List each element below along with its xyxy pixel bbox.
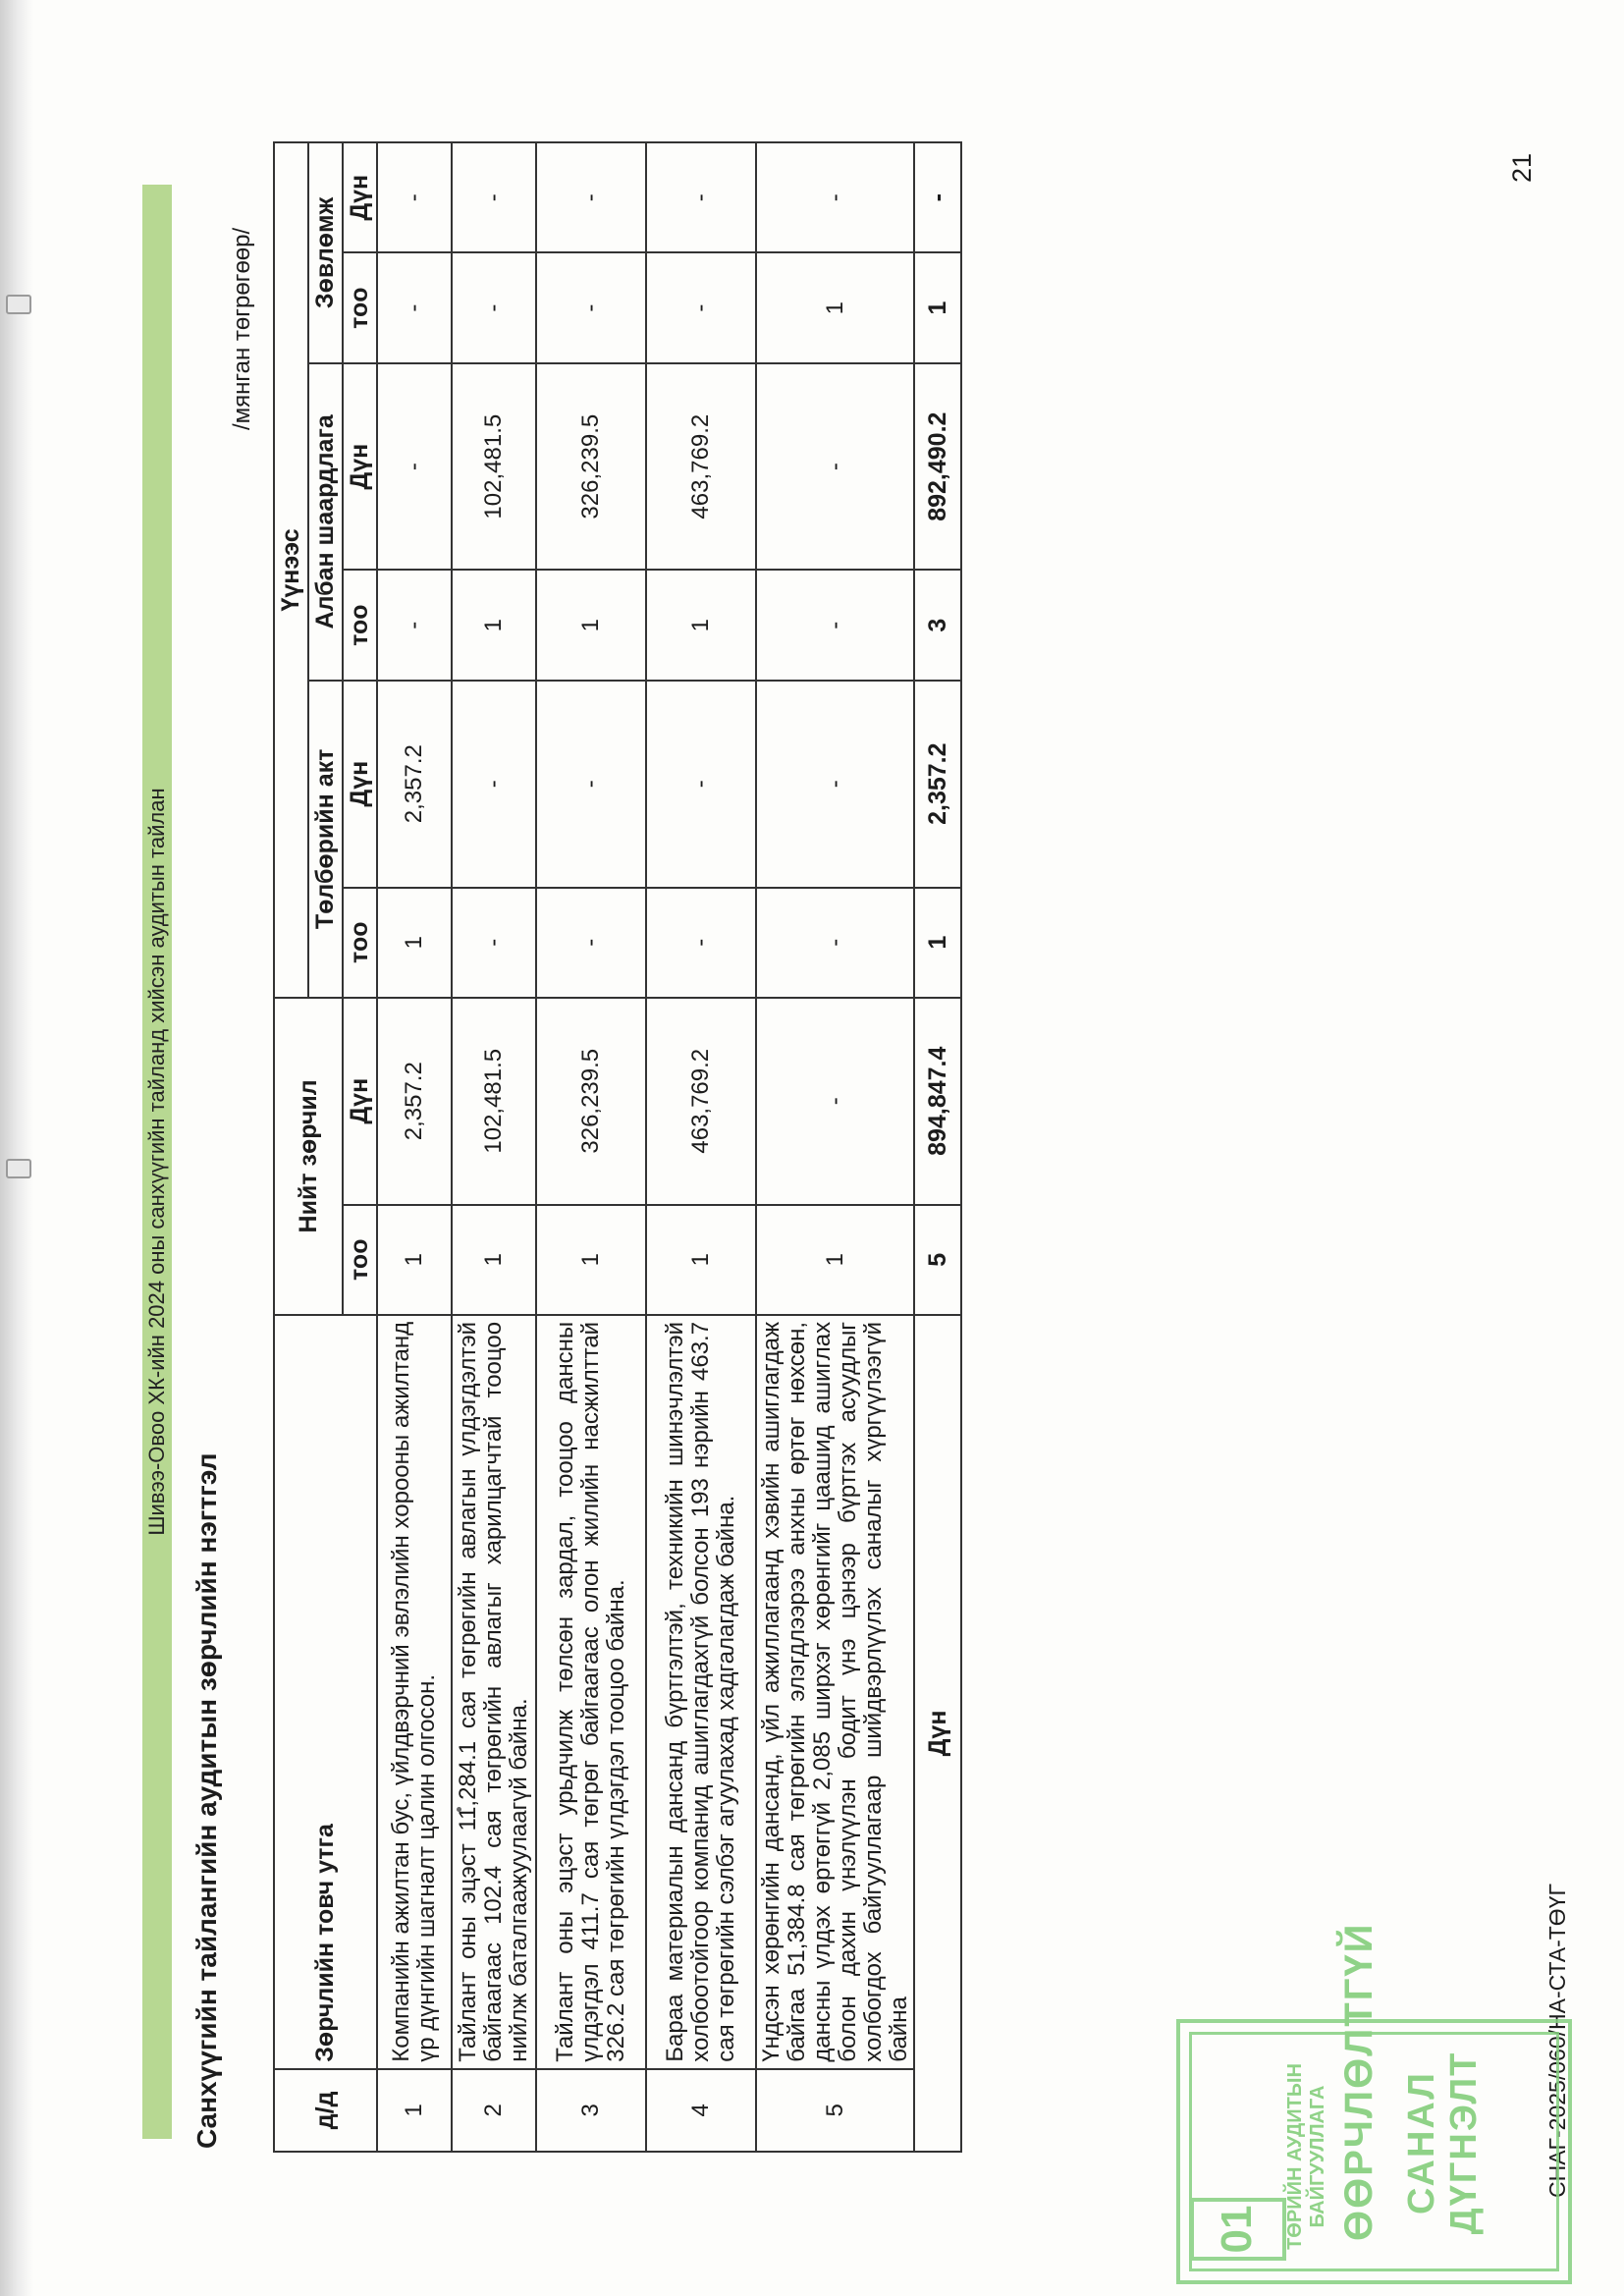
act-count: - [646, 888, 756, 998]
header-index: д/д [274, 2069, 377, 2152]
rec-amount: - [914, 142, 961, 252]
act-count: - [452, 888, 536, 998]
rec-count: - [452, 252, 536, 362]
act-count: 1 [377, 888, 452, 998]
header-amount: Дүн [343, 681, 377, 888]
total-label: Дүн [914, 1315, 961, 2152]
row-number: 3 [536, 2069, 646, 2152]
act-amount: 2,357.2 [914, 681, 961, 888]
rec-count: - [536, 252, 646, 362]
rec-amount: - [377, 142, 452, 252]
total-count: 5 [914, 1205, 961, 1315]
header-response-group: Үүнээс [274, 142, 308, 998]
total-amount: 326,239.5 [536, 998, 646, 1205]
header-payment-act: Төлбөрийн акт [308, 681, 343, 998]
demand-count: 1 [452, 571, 536, 681]
act-count: - [756, 888, 914, 998]
total-count: 1 [646, 1205, 756, 1315]
table-row [452, 142, 536, 2152]
total-count: 1 [536, 1205, 646, 1315]
unit-note: /мянган төгрөгөөр/ [229, 227, 255, 430]
table-row [646, 142, 756, 2152]
header-amount: Дүн [343, 998, 377, 1205]
violations-table [273, 141, 962, 2153]
total-count: 1 [452, 1205, 536, 1315]
row-description: Тайлант оны эцэст 11,284.1 сая төгрөгийн авлагын үлдэгдэлтэй байгаагаас 102.4 сая төгрөгийн авлагыг харилцагчтай тооцоо нийлж баталгаажуулаагүй байна. [452, 1315, 536, 2069]
demand-count: - [756, 571, 914, 681]
row-number: 1 [377, 2069, 452, 2152]
demand-amount: 326,239.5 [536, 363, 646, 571]
act-amount: 2,357.2 [377, 681, 452, 888]
rec-count: - [377, 252, 452, 362]
rec-amount: - [646, 142, 756, 252]
act-amount: - [756, 681, 914, 888]
act-amount: - [646, 681, 756, 888]
row-number: 2 [452, 2069, 536, 2152]
table-row [536, 142, 646, 2152]
act-amount: - [452, 681, 536, 888]
header-total-group: Нийт зөрчил [274, 998, 343, 1315]
header-official-demand: Албан шаардлага [308, 363, 343, 681]
header-count: тоо [343, 571, 377, 681]
total-amount: - [756, 998, 914, 1205]
row-number: 4 [646, 2069, 756, 2152]
stamp-line1: ӨӨРЧЛӨЛТГҮЙ [1337, 1922, 1380, 2241]
header-count: тоо [343, 888, 377, 998]
demand-amount: 102,481.5 [452, 363, 536, 571]
row-number: 5 [756, 2069, 914, 2152]
act-count: - [536, 888, 646, 998]
row-description: Компанийн ажилтан бус, үйлдвэрчний эвлэлийн хорооны ажилтанд үр дүнгийн шагналт цалин олгосон. [377, 1315, 452, 2069]
table-row [756, 142, 914, 2152]
demand-count: - [377, 571, 452, 681]
row-description: Бараа материалын дансанд бүртгэлтэй, техникийн шинэчлэлтэй холбоотойгоор компанид ашиглагдахгүй болсон 193 нэрийн 463.7 сая төгрөгийн сэлбэг агуулахад хадгалагдаж байна. [646, 1315, 756, 2069]
header-amount: Дүн [343, 363, 377, 571]
act-count: 1 [914, 888, 961, 998]
demand-amount: - [756, 363, 914, 571]
total-amount: 102,481.5 [452, 998, 536, 1205]
table-total-row [914, 142, 961, 2152]
table-row [377, 142, 452, 2152]
document-code: СНАГ-2025/060/НА-СТА-ТӨҮГ [1544, 1884, 1570, 2198]
total-amount: 2,357.2 [377, 998, 452, 1205]
approval-stamp [1176, 1922, 1572, 2284]
demand-count: 1 [646, 571, 756, 681]
total-amount: 463,769.2 [646, 998, 756, 1205]
header-count: тоо [343, 1205, 377, 1315]
act-amount: - [536, 681, 646, 888]
demand-count: 1 [536, 571, 646, 681]
demand-amount: 892,490.2 [914, 363, 961, 571]
stamp-number: 01 [1190, 2198, 1286, 2261]
stamp-organization: ТӨРИЙН АУДИТЫН БАЙГУУЛЛАГА [1284, 2063, 1328, 2250]
total-count: 1 [756, 1205, 914, 1315]
total-count: 1 [377, 1205, 452, 1315]
demand-amount: - [377, 363, 452, 571]
page-number: 21 [1507, 152, 1537, 183]
total-amount: 894,847.4 [914, 998, 961, 1205]
demand-amount: 463,769.2 [646, 363, 756, 571]
demand-count: 3 [914, 571, 961, 681]
header-recommendation: Зөвлөмж [308, 142, 343, 363]
section-title: Санхүүгийн тайлангийн аудитын зөрчлийн нэгтгэл [191, 1452, 222, 2149]
row-description: Тайлант оны эцэст урьдчилж төлсөн зардал, тооцоо дансны үлдэгдэл 411.7 сая төгрөг байгаагаас олон жилийн насжилттай 326.2 сая төгрөгийн үлдэгдэл тооцоо байна. [536, 1315, 646, 2069]
rec-amount: - [756, 142, 914, 252]
running-header: Шивээ-Овоо ХК-ийн 2024 оны санхүүгийн тайланд хийсэн аудитын тайлан [142, 185, 172, 2139]
rec-count: 1 [914, 252, 961, 362]
rec-count: - [646, 252, 756, 362]
header-description: Зөрчлийн товч утга [274, 1315, 377, 2069]
rec-amount: - [452, 142, 536, 252]
rec-count: 1 [756, 252, 914, 362]
stamp-line2: САНАЛ ДҮГНЭЛТ [1401, 2050, 1485, 2235]
header-count: тоо [343, 252, 377, 362]
header-amount: Дүн [343, 142, 377, 252]
rec-amount: - [536, 142, 646, 252]
row-description: Үндсэн хөрөнгийн дансанд, үйл ажиллагаанд хэвийн ашиглагдаж байгаа 51,384.8 сая төгрөгийн элэгдлээрээ анхны өртөг нөхсөн, дансны үлдэх өртөггүй 2,085 ширхэг хөрөнгийг цаашид ашиглах болон дахин үнэлүүлэн бодит үнэ цэнээр бүртгэх асуудлыг холбогдох байгууллагаар шийдвэрлүүлэх саналыг хүргүүлээгүй байна [756, 1315, 914, 2069]
